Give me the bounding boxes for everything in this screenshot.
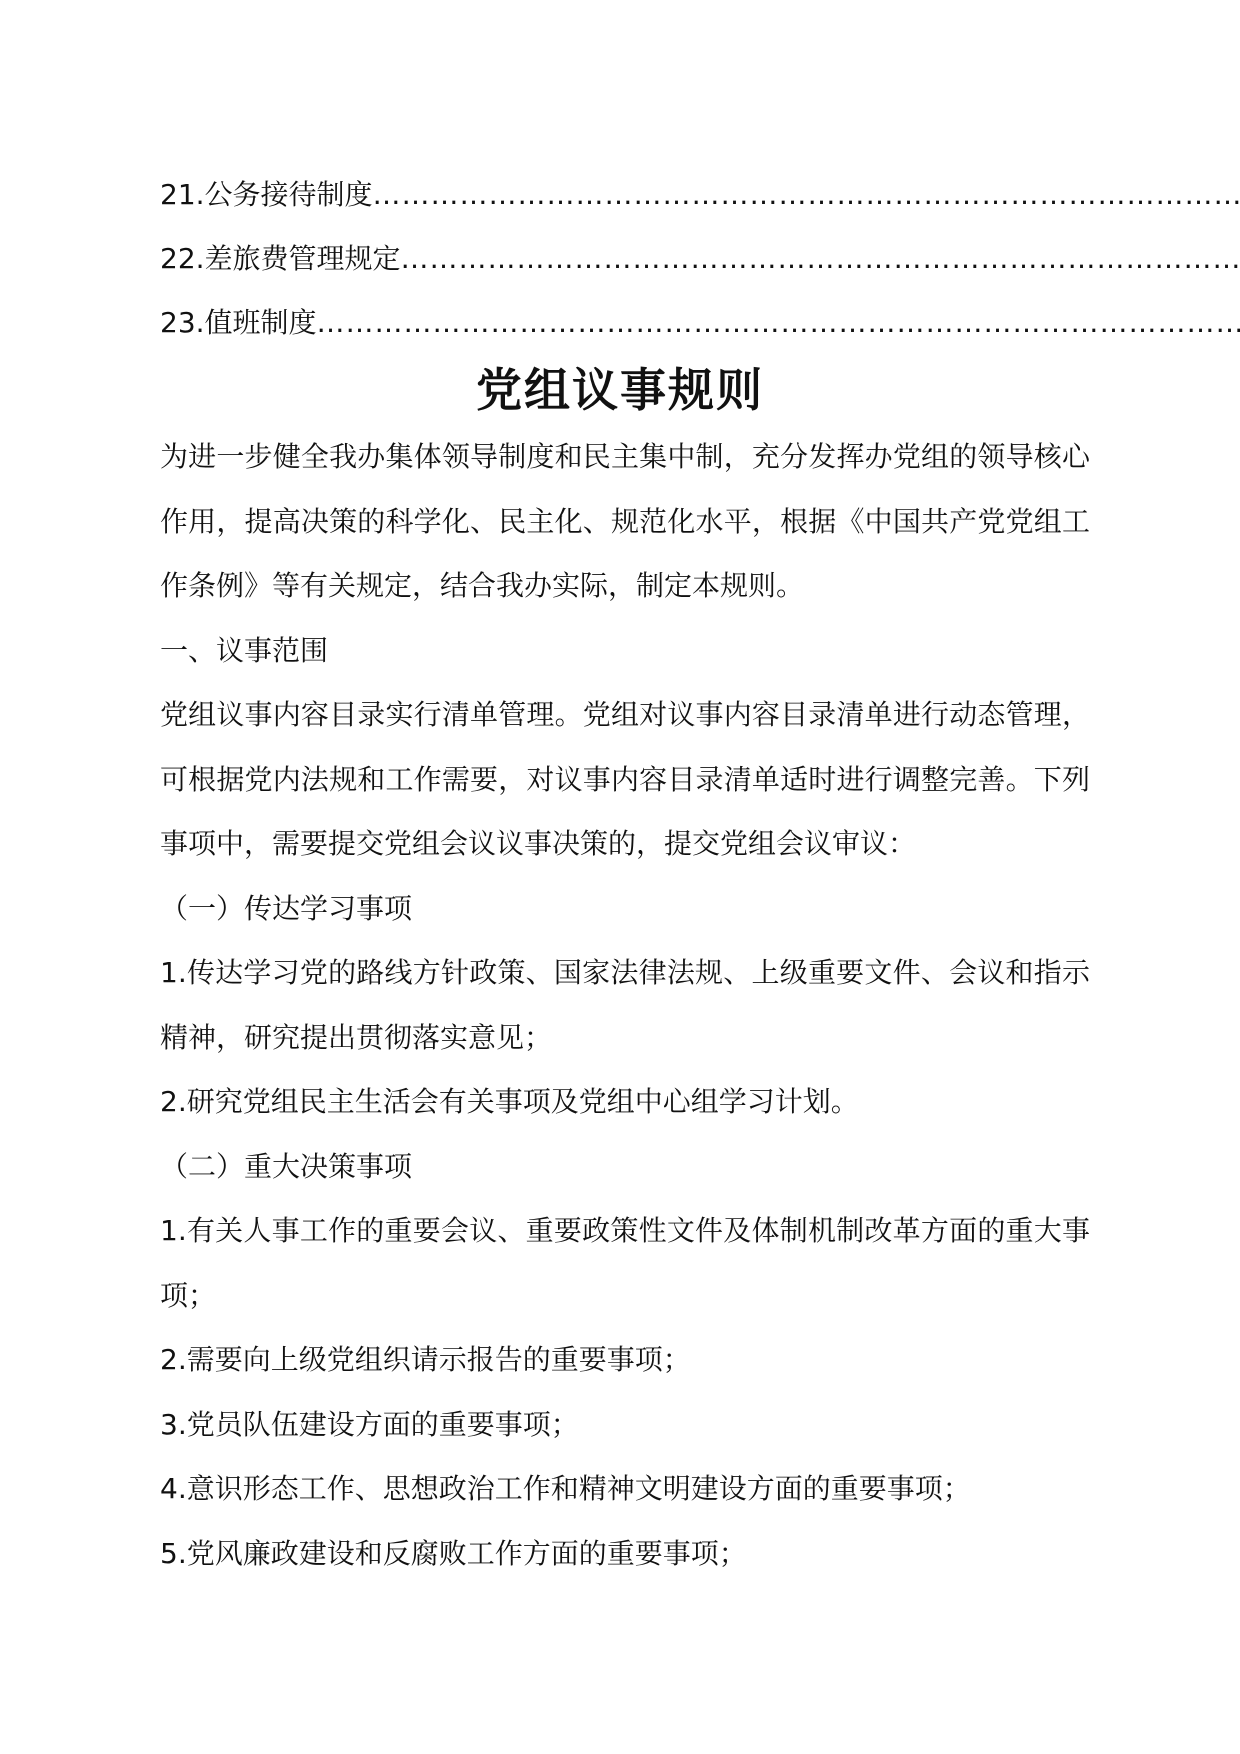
toc-item-number: 23. bbox=[160, 306, 205, 339]
list-item: 2.需要向上级党组织请示报告的重要事项； bbox=[160, 1343, 691, 1376]
toc-item-number: 21. bbox=[160, 178, 205, 211]
toc-item-title: 公务接待制度 bbox=[204, 178, 373, 211]
paragraph: 党组议事内容目录实行清单管理。党组对议事内容目录清单进行动态管理，可根据党内法规和工作需要，对议事内容目录清单适时进行调整完善。下列事项中，需要提交党组会议议事决策的，提交党组会议审议： bbox=[160, 698, 1090, 860]
list-item: 1.传达学习党的路线方针政策、国家法律法规、上级重要文件、会议和指示精神，研究提出贯彻落实意见； bbox=[160, 956, 1090, 1054]
toc-item-number: 22. bbox=[160, 242, 205, 275]
document-body bbox=[160, 425, 1090, 1586]
section-heading: 一、议事范围 bbox=[160, 633, 329, 667]
list-item: 1.有关人事工作的重要会议、重要政策性文件及体制机制改革方面的重大事项； bbox=[160, 1214, 1090, 1312]
list-item: 4.意识形态工作、思想政治工作和精神文明建设方面的重要事项； bbox=[160, 1472, 971, 1505]
toc-leader-dots bbox=[401, 234, 1240, 284]
list-item: 3.党员队伍建设方面的重要事项； bbox=[160, 1407, 579, 1441]
document-title: 党组议事规则 bbox=[476, 363, 764, 417]
toc-item bbox=[160, 170, 1240, 234]
list-item: 5.党风廉政建设和反腐败工作方面的重要事项； bbox=[160, 1536, 747, 1570]
subsection-heading: （一）传达学习事项 bbox=[160, 891, 413, 925]
subsection-heading: （二）重大决策事项 bbox=[160, 1149, 413, 1183]
toc-leader-dots bbox=[317, 298, 1240, 348]
toc-item bbox=[160, 234, 1240, 298]
toc-item-title: 差旅费管理规定 bbox=[204, 242, 401, 275]
toc-item-title: 值班制度 bbox=[204, 306, 317, 339]
intro-paragraph: 为进一步健全我办集体领导制度和民主集中制，充分发挥办党组的领导核心作用，提高决策的科学化、民主化、规范化水平，根据《中国共产党党组工作条例》等有关规定，结合我办实际，制定本规则。 bbox=[160, 440, 1090, 602]
table-of-contents bbox=[160, 170, 1240, 362]
toc-item bbox=[160, 298, 1240, 362]
list-item: 2.研究党组民主生活会有关事项及党组中心组学习计划。 bbox=[160, 1085, 859, 1118]
toc-leader-dots bbox=[373, 170, 1240, 220]
